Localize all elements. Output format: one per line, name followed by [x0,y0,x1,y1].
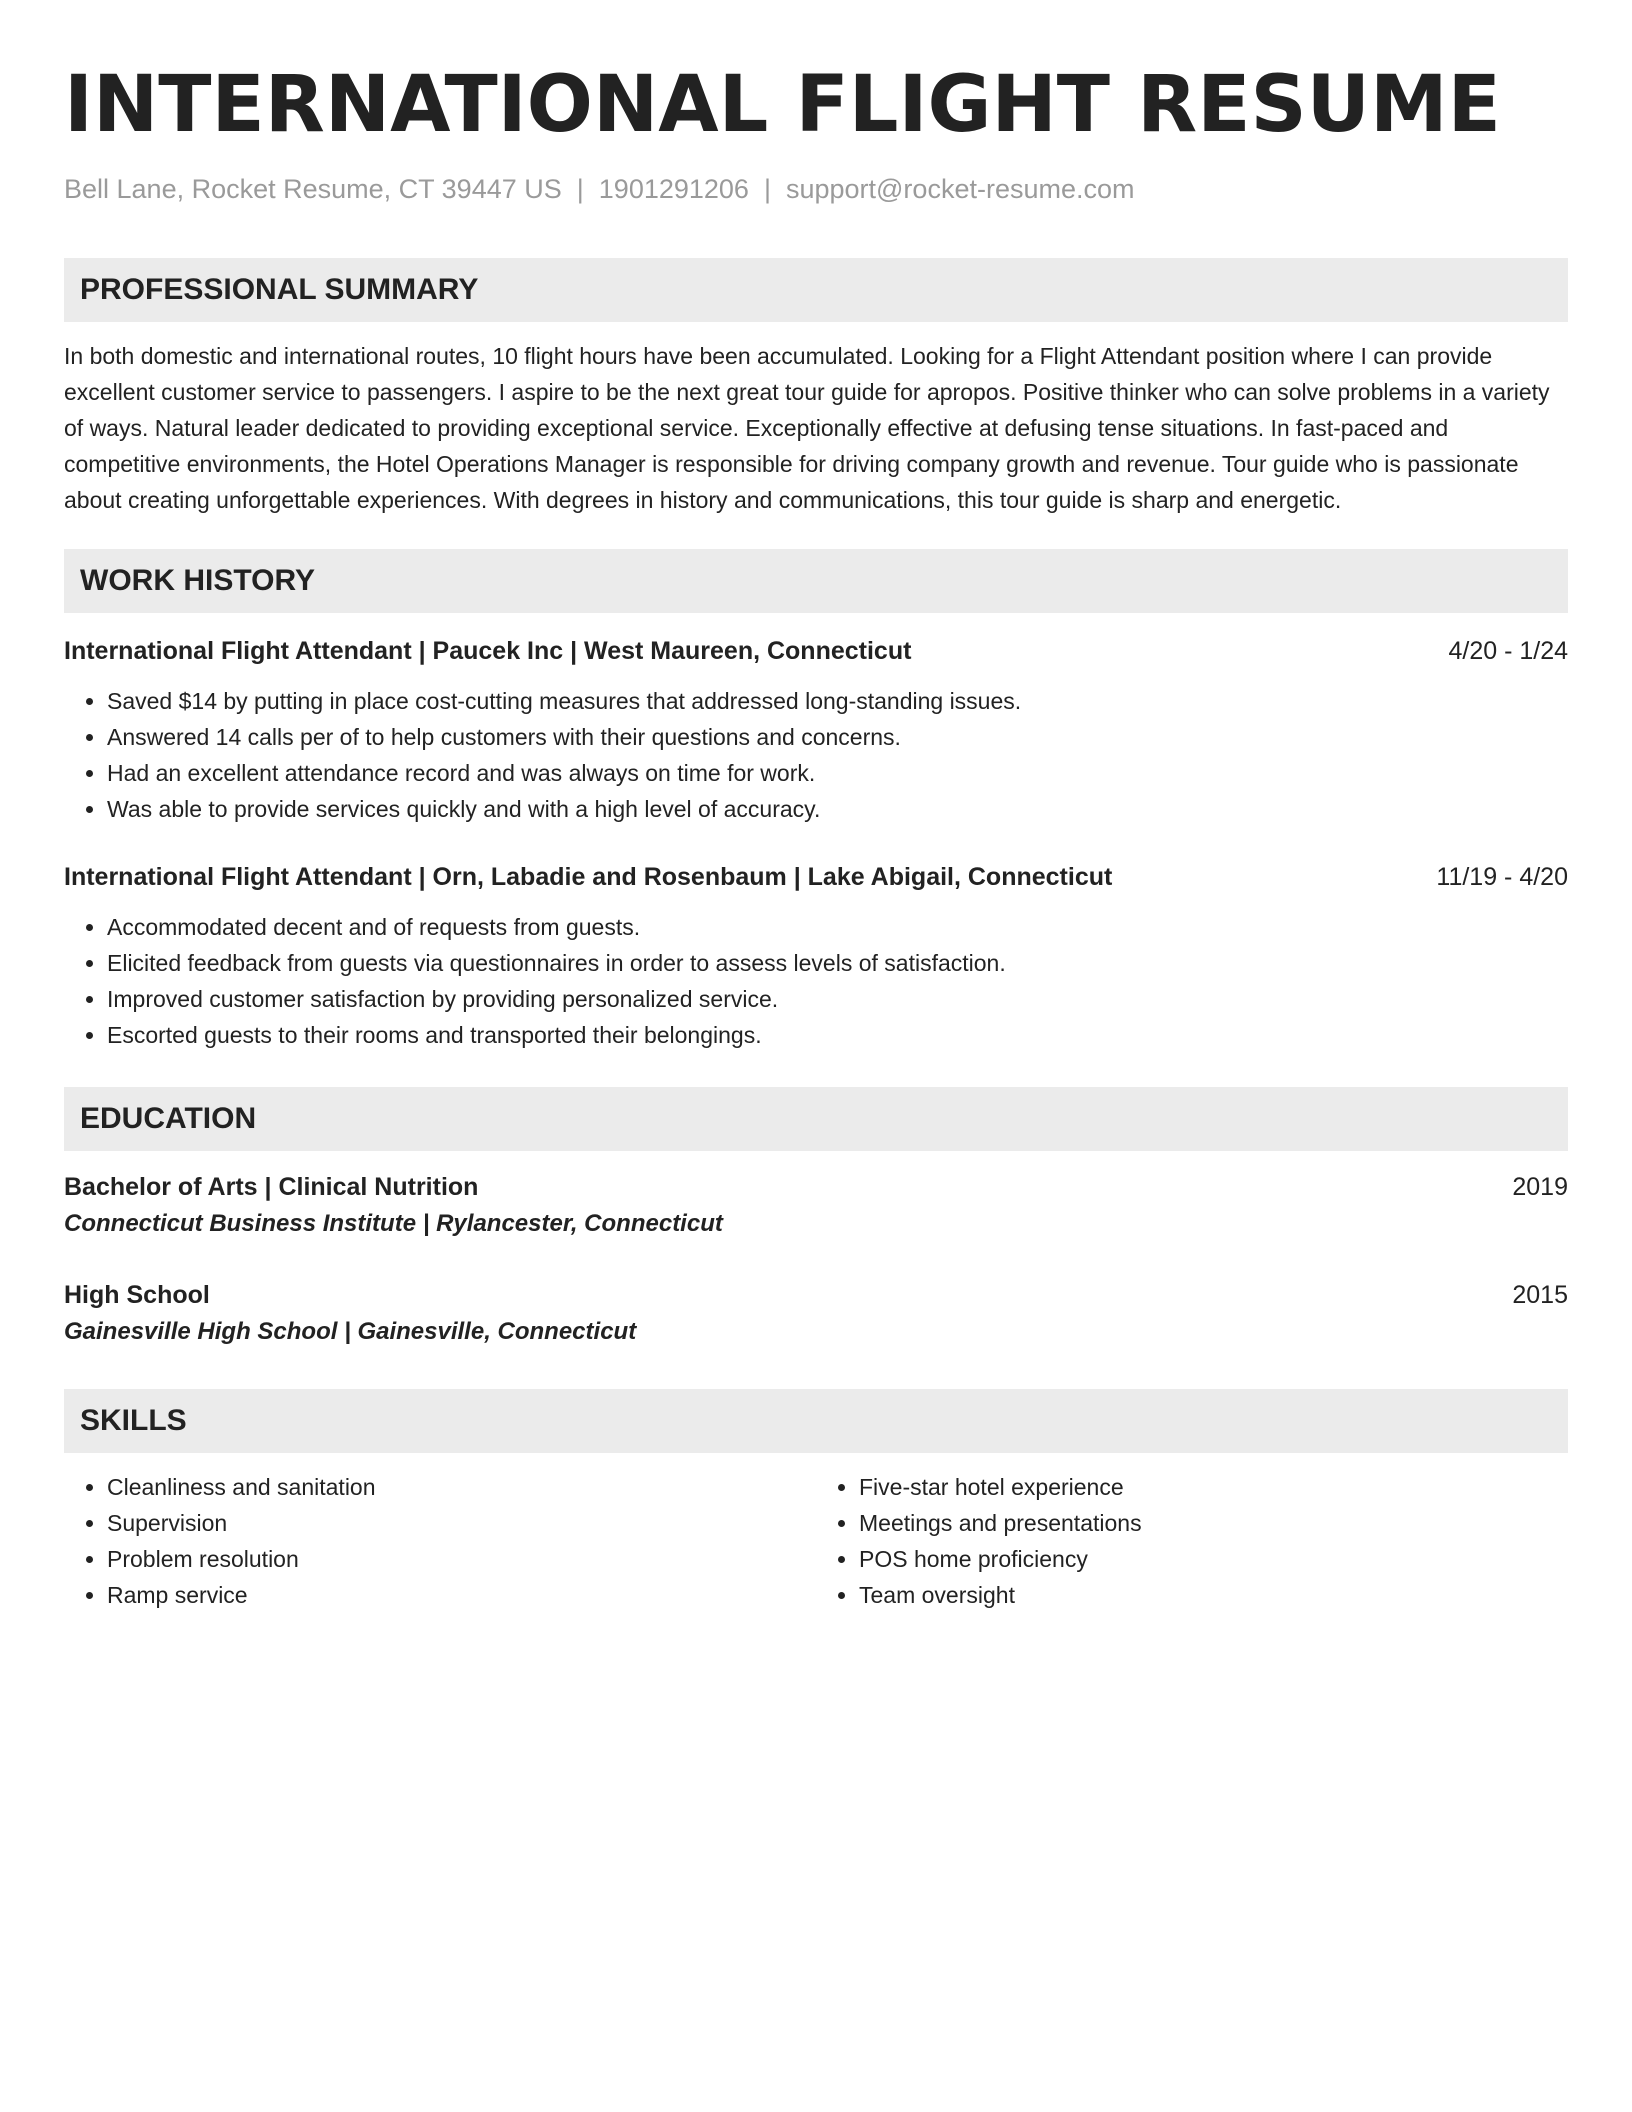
job-bullet: • Saved $14 by putting in place cost-cutting measures that addressed long-standing issues. [107,683,1568,719]
summary-section-header: PROFESSIONAL SUMMARY [64,258,1568,322]
skill-item: • Supervision [107,1505,816,1541]
work-history-section-header: WORK HISTORY [64,549,1568,613]
skill-item: • Ramp service [107,1577,816,1613]
contact-separator: | [763,174,771,204]
skills-list-right [816,1469,1568,1613]
education-school: Gainesville High School | Gainesville, Connecticut [64,1318,637,1345]
education-header [64,1169,1568,1205]
job-bullet-list [64,683,1568,827]
skill-item: • Team oversight [859,1577,1568,1613]
job-bullet: • Answered 14 calls per of to help customers with their questions and concerns. [107,719,1568,755]
contact-separator: | [576,174,584,204]
contact-address: Bell Lane, Rocket Resume, CT 39447 US [64,174,562,204]
job-dates: 11/19 - 4/20 [1436,863,1568,891]
job-bullet: • Elicited feedback from guests via questionnaires in order to assess levels of satisfaction. [107,945,1568,981]
skill-item: • Cleanliness and sanitation [107,1469,816,1505]
job-bullet-list [64,909,1568,1053]
education-entry [64,1169,1568,1243]
skills-section-header: SKILLS [64,1389,1568,1453]
education-header [64,1277,1568,1313]
skills-list-left [64,1469,816,1613]
education-year: 2019 [1512,1173,1568,1201]
education-degree: High School [64,1281,210,1309]
education-school: Connecticut Business Institute | Rylancester, Connecticut [64,1210,723,1237]
job-entry [64,859,1568,1053]
skill-item: • Problem resolution [107,1541,816,1577]
job-entry [64,633,1568,827]
skills-columns [64,1469,1568,1613]
job-bullet: • Had an excellent attendance record and was always on time for work. [107,755,1568,791]
job-bullet: • Improved customer satisfaction by providing personalized service. [107,981,1568,1017]
education-degree: Bachelor of Arts | Clinical Nutrition [64,1173,479,1201]
job-header [64,633,1568,669]
skill-item: • POS home proficiency [859,1541,1568,1577]
contact-email: support@rocket-resume.com [785,174,1135,204]
contact-phone: 1901291206 [598,174,749,204]
job-dates: 4/20 - 1/24 [1448,637,1568,665]
job-bullet: • Was able to provide services quickly and with a high level of accuracy. [107,791,1568,827]
contact-line [64,172,1568,206]
education-section-header: EDUCATION [64,1087,1568,1151]
education-year: 2015 [1512,1281,1568,1309]
job-bullet: • Escorted guests to their rooms and transported their belongings. [107,1017,1568,1053]
education-entry [64,1277,1568,1351]
job-bullet: • Accommodated decent and of requests from guests. [107,909,1568,945]
job-header [64,859,1568,895]
skill-item: • Meetings and presentations [859,1505,1568,1541]
job-title: International Flight Attendant | Orn, Labadie and Rosenbaum | Lake Abigail, Connecticut [64,863,1113,891]
skill-item: • Five-star hotel experience [859,1469,1568,1505]
resume-title: INTERNATIONAL FLIGHT RESUME [64,60,1501,150]
summary-text: In both domestic and international routes, 10 flight hours have been accumulated. Looking for a Flight Attendant position where I can provide excellent customer service to passengers. I aspire to be the next great tour guide for apropos. Positive thinker who can solve problems in a variety of ways. Natural leader dedicated to providing exceptional service. Exceptionally effective at defusing tense situations. In fast-paced and competitive environments, the Hotel Operations Manager is responsible for driving company growth and revenue. Tour guide who is passionate about creating unforgettable experiences. With degrees in history and communications, this tour guide is sharp and energetic. [64,343,1550,513]
job-title: International Flight Attendant | Paucek Inc | West Maureen, Connecticut [64,637,912,665]
